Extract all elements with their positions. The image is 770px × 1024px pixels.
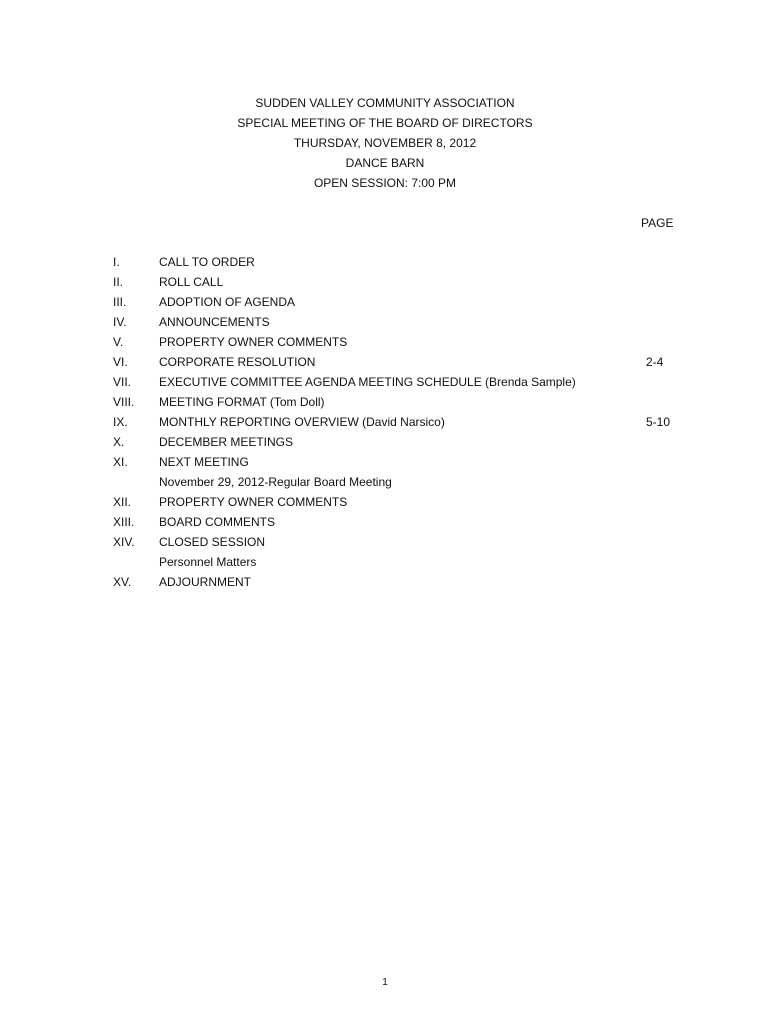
document-header <box>0 93 770 193</box>
session-time: OPEN SESSION: 7:00 PM <box>313 176 457 190</box>
agenda-subitem <box>0 552 770 572</box>
agenda-item-number: X. <box>113 435 125 449</box>
agenda-item-title: PROPERTY OWNER COMMENTS <box>159 335 348 349</box>
agenda-item <box>0 272 770 292</box>
agenda-item-number: II. <box>113 275 124 289</box>
agenda-item <box>0 512 770 532</box>
agenda-item <box>0 392 770 412</box>
agenda-item <box>0 292 770 312</box>
agenda-item-number: III. <box>113 295 127 309</box>
meeting-type: SPECIAL MEETING OF THE BOARD OF DIRECTORS <box>237 116 533 130</box>
agenda-item-title: PROPERTY OWNER COMMENTS <box>159 495 348 509</box>
agenda-list <box>0 252 770 592</box>
agenda-item-title: BOARD COMMENTS <box>159 515 276 529</box>
agenda-item-number: V. <box>113 335 124 349</box>
agenda-item-title: Personnel Matters <box>159 555 257 569</box>
agenda-item-number: XII. <box>113 495 132 509</box>
agenda-item-title: CORPORATE RESOLUTION <box>159 355 316 369</box>
organization-name: SUDDEN VALLEY COMMUNITY ASSOCIATION <box>255 96 515 110</box>
agenda-item <box>0 372 770 392</box>
agenda-item-title: NEXT MEETING <box>159 455 249 469</box>
agenda-item-number: XIV. <box>113 535 135 549</box>
agenda-item-number: IV. <box>113 315 127 329</box>
agenda-item-number: XIII. <box>113 515 135 529</box>
agenda-item-title: ROLL CALL <box>159 275 224 289</box>
agenda-item-title: ADOPTION OF AGENDA <box>159 295 296 309</box>
agenda-item <box>0 352 770 372</box>
agenda-item-number: XV. <box>113 575 132 589</box>
agenda-item-number: VI. <box>113 355 128 369</box>
agenda-item-number: VII. <box>113 375 132 389</box>
agenda-item-title: DECEMBER MEETINGS <box>159 435 294 449</box>
agenda-item-page: 2-4 <box>646 355 664 369</box>
agenda-item <box>0 532 770 552</box>
agenda-subitem <box>0 472 770 492</box>
agenda-item-title: ANNOUNCEMENTS <box>159 315 270 329</box>
agenda-item-title: MEETING FORMAT (Tom Doll) <box>159 395 325 409</box>
agenda-item-number: XI. <box>113 455 128 469</box>
agenda-item-title: CALL TO ORDER <box>159 255 255 269</box>
agenda-item-number: I. <box>113 255 120 269</box>
page-column-label: PAGE <box>641 216 674 230</box>
agenda-item <box>0 572 770 592</box>
agenda-item-title: ADJOURNMENT <box>159 575 251 589</box>
agenda-item <box>0 432 770 452</box>
agenda-item-title: MONTHLY REPORTING OVERVIEW (David Narsico) <box>159 415 445 429</box>
meeting-date: THURSDAY, NOVEMBER 8, 2012 <box>293 136 477 150</box>
meeting-location: DANCE BARN <box>345 156 425 170</box>
agenda-item <box>0 412 770 432</box>
agenda-item <box>0 492 770 512</box>
agenda-item-title: November 29, 2012-Regular Board Meeting <box>159 475 392 489</box>
agenda-item <box>0 312 770 332</box>
agenda-item <box>0 252 770 272</box>
page-number: 1 <box>382 977 388 988</box>
agenda-item <box>0 332 770 352</box>
agenda-item <box>0 452 770 472</box>
agenda-item-number: IX. <box>113 415 128 429</box>
agenda-item-title: EXECUTIVE COMMITTEE AGENDA MEETING SCHEDULE (Brenda Sample) <box>159 375 576 389</box>
agenda-item-number: VIII. <box>113 395 135 409</box>
agenda-item-page: 5-10 <box>646 415 671 429</box>
agenda-item-title: CLOSED SESSION <box>159 535 266 549</box>
